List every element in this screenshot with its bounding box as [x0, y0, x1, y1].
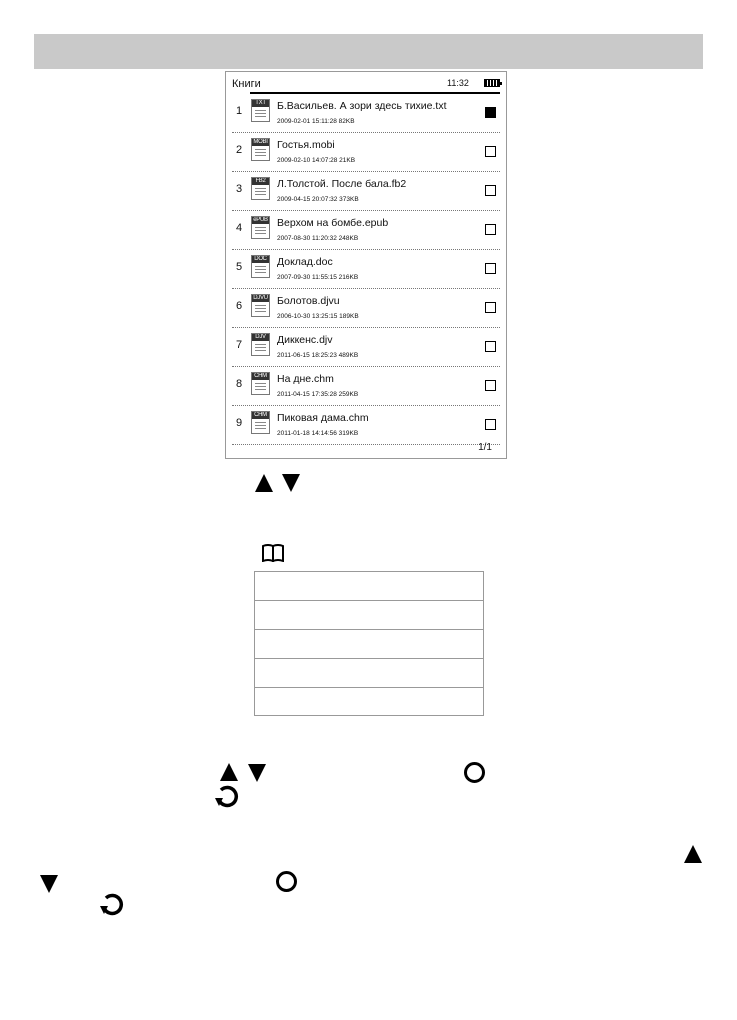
- menu-row: [255, 659, 483, 688]
- triangle-up-icon: [684, 845, 702, 863]
- doc-file-icon: [251, 255, 270, 278]
- file-meta: 2009-04-15 20:07:32 373KB: [277, 196, 359, 203]
- chm-file-icon: [251, 411, 270, 434]
- row-number: 9: [236, 417, 243, 429]
- file-name: Доклад.doc: [277, 256, 333, 268]
- file-type-tag: CHM: [252, 373, 269, 380]
- file-name: Верхом на бомбе.epub: [277, 217, 389, 229]
- file-meta: 2009-02-10 14:07:28 21KB: [277, 157, 356, 164]
- menu-row: [255, 601, 483, 630]
- file-meta: 2011-06-15 18:25:23 489KB: [277, 352, 359, 359]
- circle-button-icon: [464, 762, 485, 783]
- row-number: 8: [236, 378, 243, 390]
- file-meta: 2011-04-15 17:35:28 259KB: [277, 391, 359, 398]
- list-item[interactable]: [232, 367, 500, 406]
- list-item[interactable]: [232, 406, 500, 445]
- list-item[interactable]: [232, 94, 500, 133]
- triangle-up-icon: [220, 763, 238, 781]
- menu-row: [255, 630, 483, 659]
- circle-button-icon: [276, 871, 297, 892]
- checkbox[interactable]: [485, 302, 496, 313]
- checkbox[interactable]: [485, 107, 496, 118]
- file-type-tag: FB2: [252, 178, 269, 185]
- triangle-down-icon: [248, 764, 266, 782]
- page-indicator: 1/1: [478, 442, 492, 453]
- list-item[interactable]: [232, 172, 500, 211]
- menu-table: [254, 571, 484, 716]
- return-arrow-icon: [213, 784, 241, 810]
- file-meta: 2009-02-01 15:11:28 82KB: [277, 118, 355, 125]
- header-band: [34, 34, 703, 69]
- file-name: Б.Васильев. А зори здесь тихие.txt: [277, 100, 447, 112]
- menu-row: [255, 688, 483, 717]
- file-name: Диккенс.djv: [277, 334, 333, 346]
- list-item[interactable]: [232, 250, 500, 289]
- file-name: Пиковая дама.chm: [277, 412, 369, 424]
- djvu-file-icon: [251, 294, 270, 317]
- epub-file-icon: [251, 216, 270, 239]
- battery-icon: [484, 79, 500, 87]
- checkbox[interactable]: [485, 419, 496, 430]
- file-meta: 2011-01-18 14:14:56 319KB: [277, 430, 359, 437]
- screen-title: Книги: [232, 78, 261, 90]
- list-item[interactable]: [232, 211, 500, 250]
- checkbox[interactable]: [485, 185, 496, 196]
- file-meta: 2006-10-30 13:25:15 189KB: [277, 313, 359, 320]
- file-type-tag: DJVU: [253, 295, 268, 301]
- file-name: Л.Толстой. После бала.fb2: [277, 178, 407, 190]
- triangle-up-icon: [255, 474, 273, 492]
- row-number: 4: [236, 222, 243, 234]
- row-number: 7: [236, 339, 243, 351]
- book-icon: [262, 544, 284, 562]
- list-item[interactable]: [232, 328, 500, 367]
- list-item[interactable]: [232, 133, 500, 172]
- status-bar: [232, 76, 500, 90]
- menu-row: [255, 572, 483, 601]
- device-screen: [225, 71, 507, 459]
- checkbox[interactable]: [485, 263, 496, 274]
- triangle-down-icon: [282, 474, 300, 492]
- djv-file-icon: [251, 333, 270, 356]
- file-meta: 2007-09-30 11:55:15 216KB: [277, 274, 359, 281]
- row-number: 3: [236, 183, 243, 195]
- checkbox[interactable]: [485, 146, 496, 157]
- txt-file-icon: [251, 99, 270, 122]
- file-name: На дне.chm: [277, 373, 334, 385]
- file-type-tag: DJV: [252, 334, 269, 341]
- row-number: 2: [236, 144, 243, 156]
- checkbox[interactable]: [485, 341, 496, 352]
- file-meta: 2007-08-30 11:20:32 248KB: [277, 235, 359, 242]
- checkbox[interactable]: [485, 224, 496, 235]
- row-number: 1: [236, 105, 243, 117]
- file-name: Болотов.djvu: [277, 295, 340, 307]
- file-type-tag: CHM: [252, 412, 269, 419]
- clock: 11:32: [447, 78, 469, 88]
- file-name: Гостья.mobi: [277, 139, 335, 151]
- list-item[interactable]: [232, 289, 500, 328]
- triangle-down-icon: [40, 875, 58, 893]
- file-type-tag: MOBI: [253, 139, 268, 145]
- return-arrow-icon: [98, 892, 126, 918]
- row-number: 6: [236, 300, 243, 312]
- chm-file-icon: [251, 372, 270, 395]
- file-type-tag: ePUB: [253, 217, 268, 223]
- checkbox[interactable]: [485, 380, 496, 391]
- file-type-tag: DOC: [252, 256, 269, 263]
- file-type-tag: TXT: [252, 100, 269, 107]
- file-list: [226, 94, 506, 445]
- row-number: 5: [236, 261, 243, 273]
- mobi-file-icon: [251, 138, 270, 161]
- fb2-file-icon: [251, 177, 270, 200]
